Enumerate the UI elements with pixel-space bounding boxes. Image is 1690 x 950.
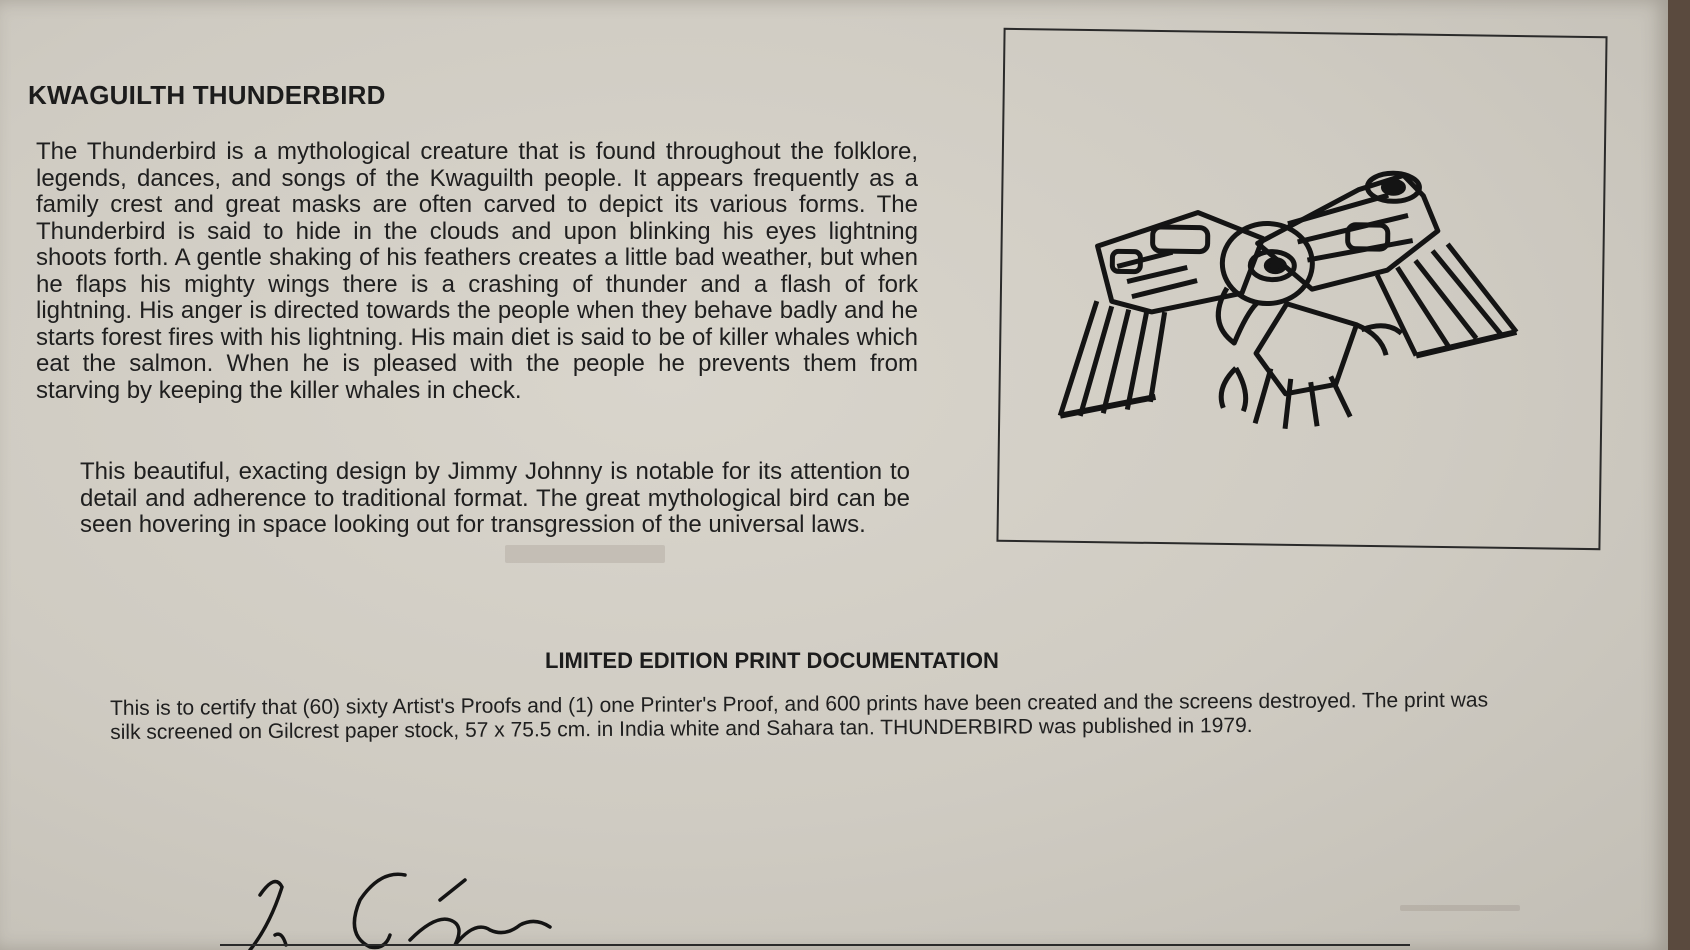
thunderbird-illustration-icon bbox=[1055, 151, 1529, 458]
paper-smudge bbox=[1400, 905, 1520, 911]
description-paragraph-2: This beautiful, exacting design by Jimmy Johnny is notable for its attention to detail and adherence to traditional format. The great mythological bird can be seen hovering in space looking out for transgression of the universal laws. bbox=[80, 458, 910, 538]
paper-stain bbox=[505, 545, 665, 563]
certification-text: This is to certify that (60) sixty Artist's Proofs and (1) one Printer's Proof, and 600 prints have been created and the screens destroyed. The print was silk screened on Gilcrest paper stock, 57 x 75.5 cm. in India white and Sahara tan. THUNDERBIRD was published in 1979. bbox=[110, 688, 1489, 744]
signature-line bbox=[220, 944, 1410, 946]
signature-icon bbox=[220, 865, 600, 950]
section-heading: LIMITED EDITION PRINT DOCUMENTATION bbox=[545, 648, 999, 673]
signature-area bbox=[220, 865, 1410, 950]
document-title: KWAGUILTH THUNDERBIRD bbox=[28, 80, 386, 110]
description-paragraph-1: The Thunderbird is a mythological creature that is found throughout the folklore, legends, dances, and songs of the Kwaguilth people. It appears frequently as a family crest and great masks are often carved to depict its various forms. The Thunderbird is said to hide in the clouds and upon blinking his eyes lightning shoots forth. A gentle shaking of his feathers creates a little bad weather, but when he flaps his mighty wings there is a crashing of thunder and a flash of fork lightning. His anger is directed towards the people when they behave badly and he starts forest fires with his lightning. His main diet is said to be of killer whales which eat the salmon. When he is pleased with the people he prevents them from starving by keeping the killer whales in check. bbox=[36, 138, 918, 404]
artwork-frame bbox=[996, 28, 1607, 550]
